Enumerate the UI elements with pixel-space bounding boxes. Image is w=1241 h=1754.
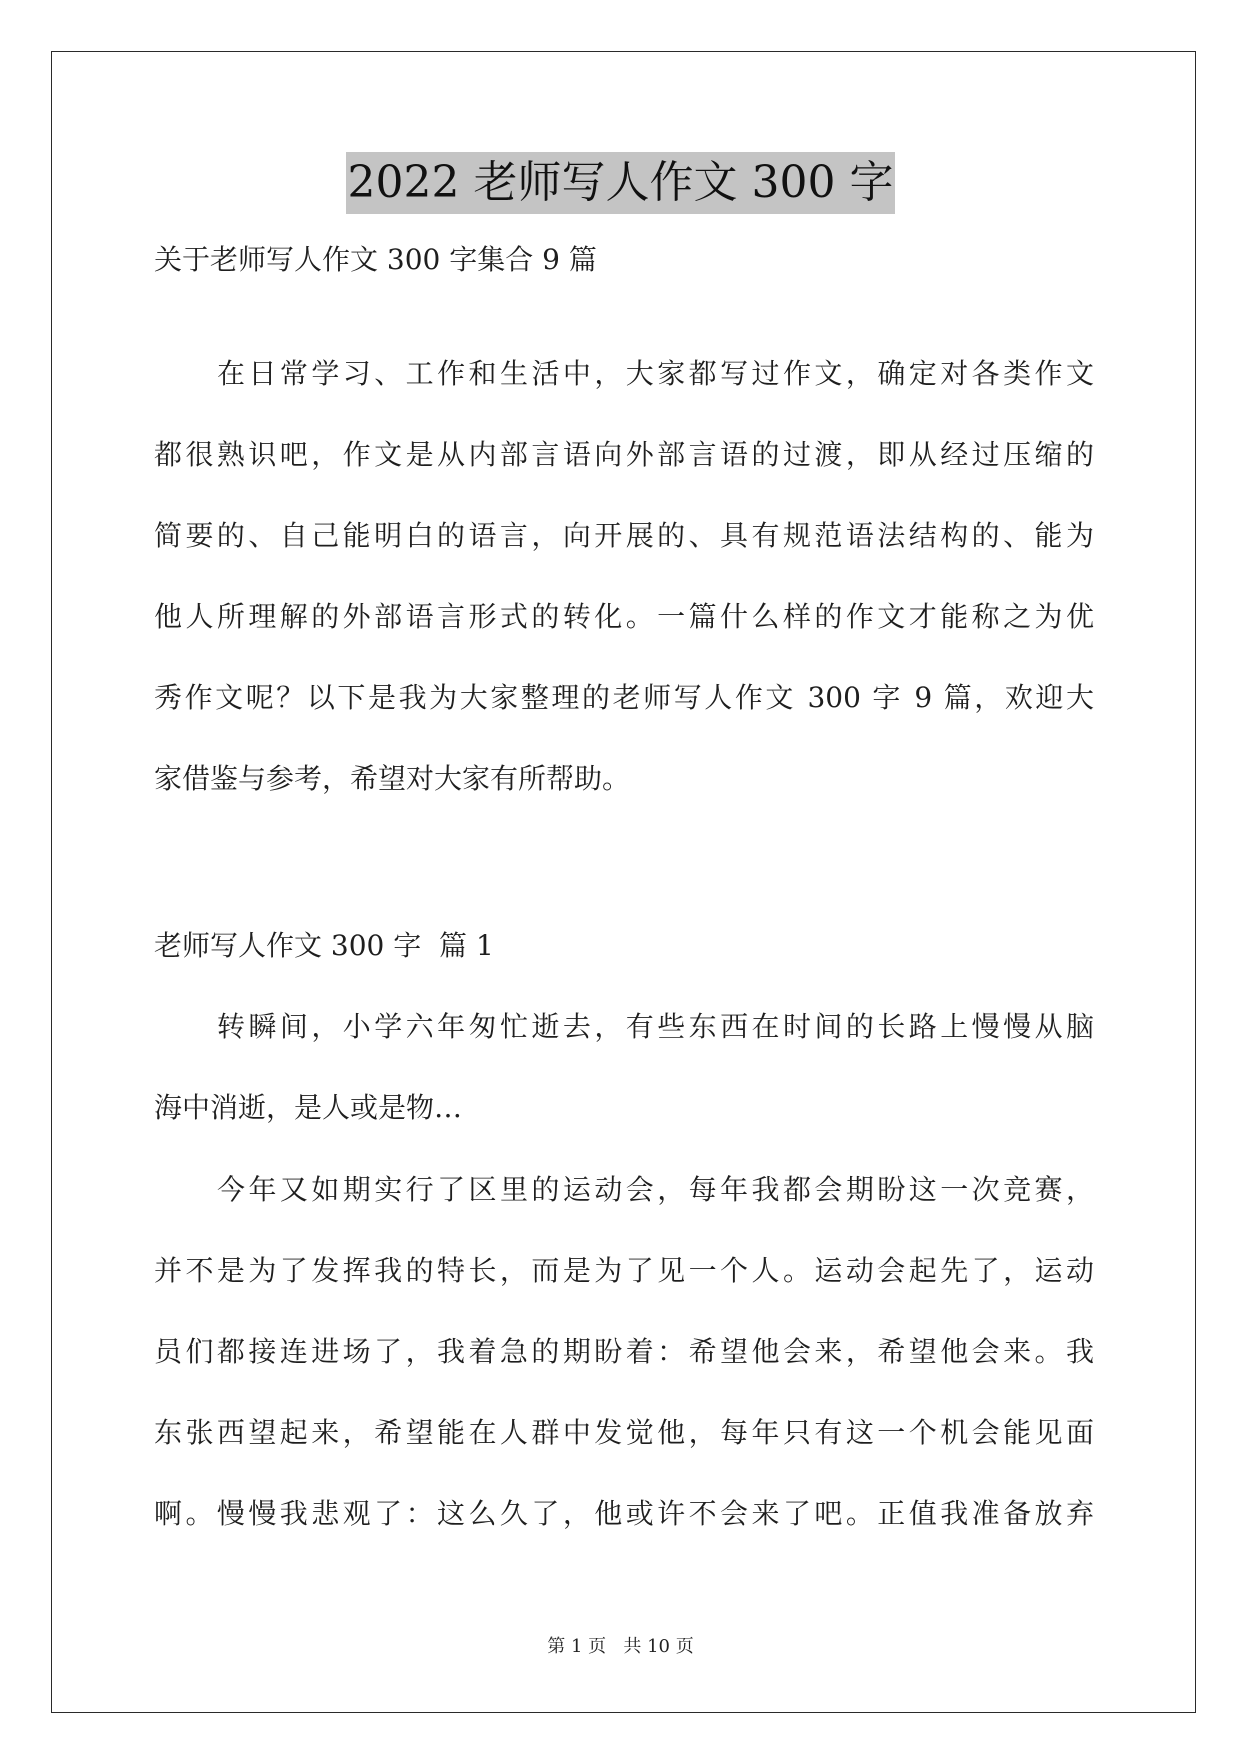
paragraph-line: 转瞬间，小学六年匆忙逝去，有些东西在时间的长路上慢慢从脑 bbox=[217, 1010, 1094, 1043]
section-heading: 老师写人作文 300 字 篇 1 bbox=[154, 929, 494, 962]
document-subtitle: 关于老师写人作文 300 字集合 9 篇 bbox=[154, 243, 597, 276]
paragraph-line: 在日常学习、工作和生活中，大家都写过作文，确定对各类作文 bbox=[217, 357, 1094, 390]
title-container bbox=[0, 152, 1241, 214]
paragraph-line: 简要的、自己能明白的语言，向开展的、具有规范语法结构的、能为 bbox=[154, 519, 1094, 552]
page-footer: 第 1 页 共 10 页 bbox=[547, 1636, 694, 1657]
paragraph-line: 海中消逝，是人或是物… bbox=[154, 1091, 463, 1124]
paragraph-line: 他人所理解的外部语言形式的转化。一篇什么样的作文才能称之为优 bbox=[154, 600, 1094, 633]
paragraph-line: 今年又如期实行了区里的运动会，每年我都会期盼这一次竞赛， bbox=[217, 1173, 1094, 1206]
paragraph-line: 东张西望起来，希望能在人群中发觉他，每年只有这一个机会能见面 bbox=[154, 1416, 1094, 1449]
paragraph-line: 家借鉴与参考，希望对大家有所帮助。 bbox=[154, 762, 631, 795]
paragraph-line: 都很熟识吧，作文是从内部言语向外部言语的过渡，即从经过压缩的 bbox=[154, 438, 1094, 471]
document-title: 2022 老师写人作文 300 字 bbox=[346, 152, 896, 214]
page-border bbox=[51, 51, 1196, 1713]
paragraph-line: 秀作文呢？以下是我为大家整理的老师写人作文 300 字 9 篇，欢迎大 bbox=[154, 681, 1094, 714]
paragraph-line: 啊。慢慢我悲观了：这么久了，他或许不会来了吧。正值我准备放弃 bbox=[154, 1497, 1094, 1530]
paragraph-line: 员们都接连进场了，我着急的期盼着：希望他会来，希望他会来。我 bbox=[154, 1335, 1094, 1368]
paragraph-line: 并不是为了发挥我的特长，而是为了见一个人。运动会起先了，运动 bbox=[154, 1254, 1094, 1287]
